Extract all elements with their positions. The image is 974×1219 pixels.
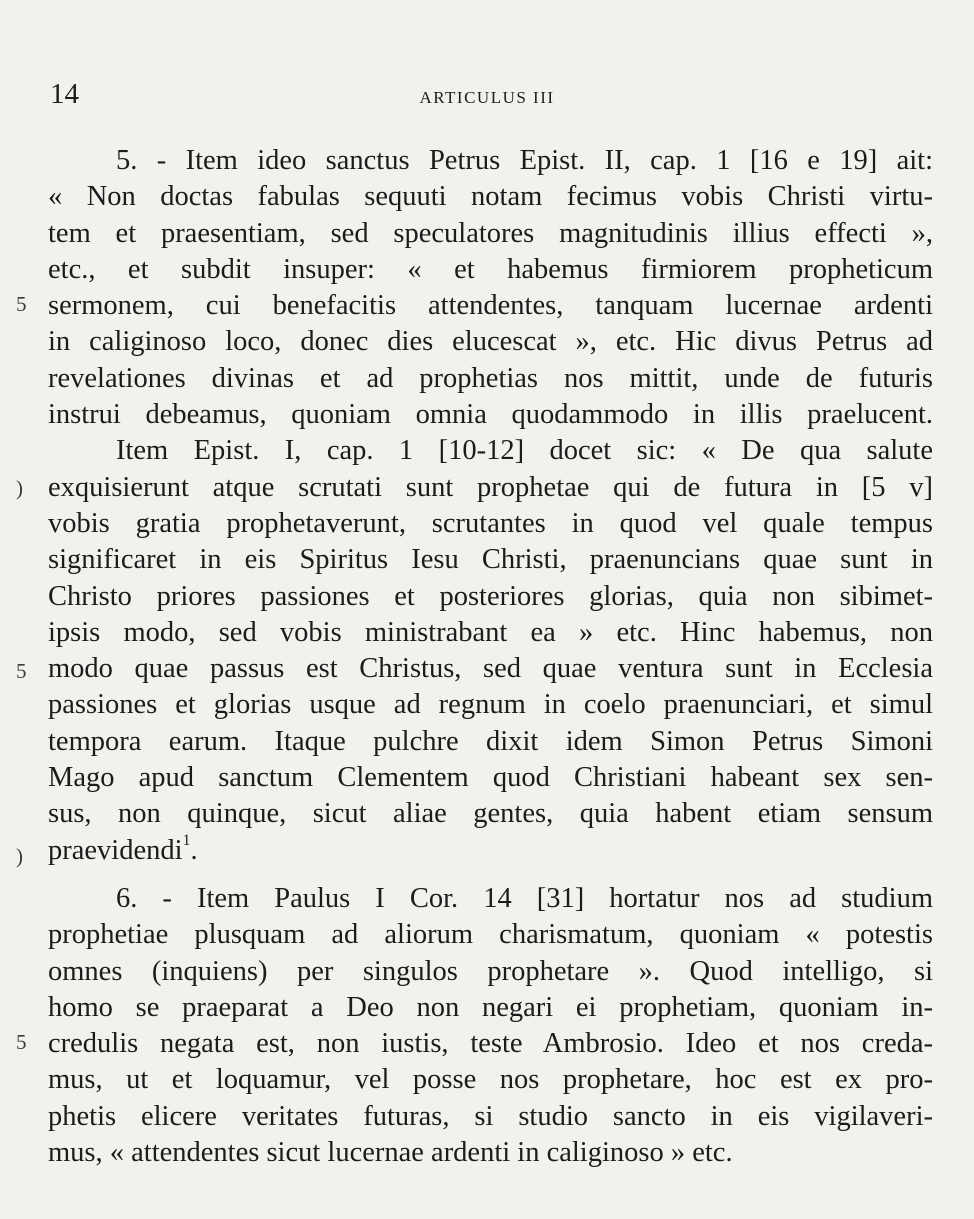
margin-line-number: 5 <box>16 1030 27 1054</box>
text-line: homo se praeparat a Deo non negari ei prophetiam, quoniam in- <box>48 991 933 1023</box>
text-line: passiones et glorias usque ad regnum in coelo praenunciari, et simul <box>48 689 933 721</box>
paragraph-6 <box>48 881 933 1171</box>
text-line: exquisierunt atque scrutati sunt prophetae qui de futura in [5 v] <box>48 471 933 503</box>
running-head: ARTICULUS III <box>419 88 555 107</box>
text-line: 6. - Item Paulus I Cor. 14 [31] hortatur nos ad studium <box>116 882 933 914</box>
text-line: Item Epist. I, cap. 1 [10-12] docet sic: « De qua salute <box>116 435 933 467</box>
text-line: mus, ut et loquamur, vel posse nos prophetare, hoc est ex pro- <box>48 1064 933 1096</box>
text-line: instrui debeamus, quoniam omnia quodammodo in illis praelucent. <box>48 399 933 431</box>
margin-line-number: 5 <box>16 292 27 316</box>
text-line: 5. - Item ideo sanctus Petrus Epist. II, cap. 1 [16 e 19] ait: <box>116 145 933 176</box>
text-line: credulis negata est, non iustis, teste Ambrosio. Ideo et nos creda- <box>48 1028 933 1060</box>
footnote-marker: 1 <box>182 832 191 850</box>
text-line: prophetiae plusquam ad aliorum charismatum, quoniam « potestis <box>48 919 933 951</box>
text-line: modo quae passus est Christus, sed quae ventura sunt in Ecclesia <box>48 653 933 685</box>
text-line: sus, non quinque, sicut aliae gentes, quia habent etiam sensum <box>48 798 933 830</box>
text-line: ipsis modo, sed vobis ministrabant ea » etc. Hinc habemus, non <box>48 616 933 648</box>
text-line: in caliginoso loco, donec dies elucescat », etc. Hic divus Petrus ad <box>48 326 933 358</box>
text-line: Mago apud sanctum Clementem quod Christiani habeant sex sen- <box>48 762 933 794</box>
line-punctuation: . <box>190 834 198 866</box>
text-line: tempora earum. Itaque pulchre dixit idem Simon Petrus Simoni <box>48 725 933 757</box>
margin-line-number: 5 <box>16 659 27 683</box>
text-line: omnes (inquiens) per singulos prophetare ». Quod intelligo, si <box>48 955 933 987</box>
text-line: mus, « attendentes sicut lucernae ardenti in caliginoso » etc. <box>48 1137 733 1169</box>
text-line: phetis elicere veritates futuras, si studio sancto in eis vigilaveri- <box>48 1100 933 1132</box>
text-line: etc., et subdit insuper: « et habemus firmiorem propheticum <box>48 253 933 285</box>
page-number: 14 <box>50 78 79 110</box>
text-line: vobis gratia prophetaverunt, scrutantes in quod vel quale tempus <box>48 507 933 539</box>
paragraph-item-epist <box>48 433 933 869</box>
text-line: revelationes divinas et ad prophetias nos mittit, unde de futuris <box>48 362 933 394</box>
text-line: tem et praesentiam, sed speculatores magnitudinis illius effecti », <box>48 217 933 249</box>
text-line: sermonem, cui benefacitis attendentes, tanquam lucernae ardenti <box>48 290 933 322</box>
margin-line-number: ) <box>16 844 23 868</box>
line-text: praevidendi <box>48 834 183 866</box>
body-text <box>48 143 933 1171</box>
text-line <box>48 833 933 869</box>
text-line: « Non doctas fabulas sequuti notam fecimus vobis Christi virtu- <box>48 181 933 213</box>
paragraph-5 <box>48 143 933 433</box>
text-line: Christo priores passiones et posteriores glorias, quia non sibimet- <box>48 580 933 612</box>
paragraph-spacer <box>48 869 933 881</box>
margin-line-number: ) <box>16 476 23 500</box>
text-line: significaret in eis Spiritus Iesu Christi, praenuncians quae sunt in <box>48 544 933 576</box>
